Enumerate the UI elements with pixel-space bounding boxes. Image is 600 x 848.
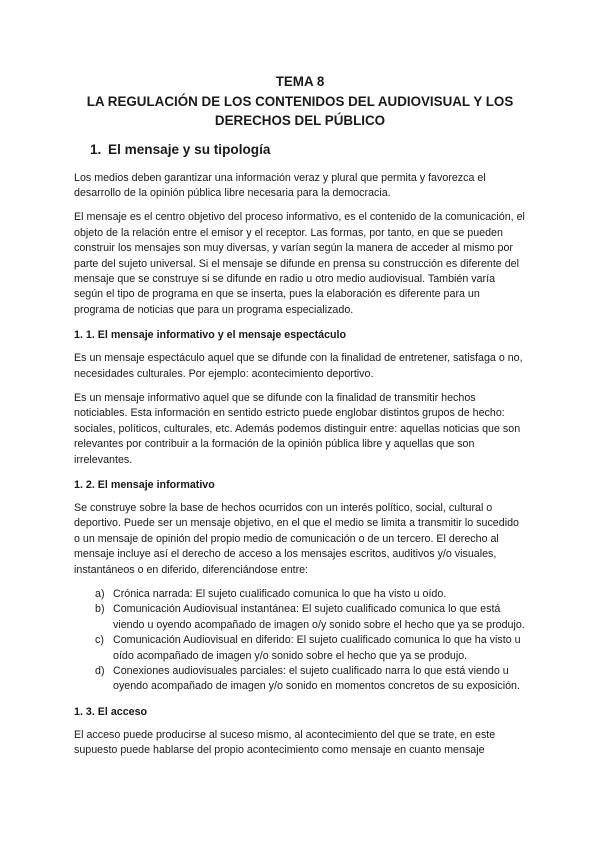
message-type-list xyxy=(74,587,526,695)
section-1-paragraph-1: Los medios deben garantizar una información veraz y plural que permita y favorezca el desarrollo de la opinión pública libre necesaria para la democracia. xyxy=(74,171,486,199)
title-line-3: DERECHOS DEL PÚBLICO xyxy=(214,113,386,128)
list-item-text: Comunicación Audiovisual instantánea: El sujeto cualificado comunica lo que está viendo u oyendo acompañado de imagen o/y sonido sobre el hecho que ya se produjo. xyxy=(113,603,525,631)
section-1-1-paragraph-2: Es un mensaje informativo aquel que se difunde con la finalidad de transmitir hechos noticiables. Esta información en sentido estricto puede englobar distintos grupos de hecho: sociales, políticos, culturales, etc. Además podemos distinguir entre: aquellas noticias que son relevantes por contribuir a la formación de la opinión pública libre y aquellas que son irrelevantes. xyxy=(74,391,521,466)
section-1-1-heading: 1. 1. El mensaje informativo y el mensaje espectáculo xyxy=(74,329,347,342)
list-item-text: Comunicación Audiovisual en diferido: El sujeto cualificado comunica lo que ha visto u oído acompañado de imagen y/o sonido sobre el hecho que ya se produjo. xyxy=(113,634,521,662)
list-item-text: Conexiones audiovisuales parciales: el sujeto cualificado narra lo que está viendo u oyendo acompañado de imagen y/o sonido en momentos concretos de su exposición. xyxy=(113,665,520,693)
list-item xyxy=(95,587,526,602)
title-line-2: LA REGULACIÓN DE LOS CONTENIDOS DEL AUDIOVISUAL Y LOS xyxy=(86,93,514,109)
list-item xyxy=(95,602,526,633)
section-1-paragraph-2: El mensaje es el centro objetivo del proceso informativo, es el contenido de la comunicación, el objeto de la relación entre el emisor y el receptor. Las formas, por tanto, en que se pueden construir los mensajes son muy diversas, y varían según la manera de acceder al mismo por parte del sujeto universal. Si el mensaje se difunde en prensa su construcción es diferente del mensaje que se construye si se difunde en radio u otro medio audiovisual. También varía según el tipo de programa en que se inserta, pues la elaboración es diferente para un programa de noticias que para un programa especializado. xyxy=(74,211,525,316)
section-1-title: El mensaje y su tipología xyxy=(108,141,271,157)
list-item-marker: a) xyxy=(95,588,105,601)
section-1-2-paragraph-1: Se construye sobre la base de hechos ocurridos con un interés político, social, cultural o deportivo. Puede ser un mensaje objetivo, en el que el medio se limita a transmitir lo sucedido o un mensaje de opinión del propio medio de comunicación o de un tercero. El derecho al mensaje incluye así el derecho de acceso a los mensajes escritos, auditivos y/o visuales, instantáneos o en diferido, diferenciándose entre: xyxy=(74,502,519,576)
list-item xyxy=(95,664,526,695)
list-item-marker: d) xyxy=(95,665,105,678)
section-1-heading xyxy=(74,142,526,157)
section-1-2-heading: 1. 2. El mensaje informativo xyxy=(74,479,215,491)
list-item-marker: c) xyxy=(95,634,104,647)
section-1-3-heading: 1. 3. El acceso xyxy=(74,705,148,718)
section-1-number: 1. xyxy=(90,141,102,157)
list-item-text: Crónica narrada: El sujeto cualificado comunica lo que ha visto u oído. xyxy=(113,588,447,601)
title-line-1: TEMA 8 xyxy=(275,74,325,89)
list-item xyxy=(95,633,526,664)
section-1-1-paragraph-1: Es un mensaje espectáculo aquel que se difunde con la finalidad de entretener, satisfaga o no, necesidades culturales. Por ejemplo: acontecimiento deportivo. xyxy=(74,352,523,380)
document-title xyxy=(74,0,526,131)
section-1-3-paragraph-1: El acceso puede producirse al suceso mismo, al acontecimiento del que se trate, en este supuesto puede hablarse del propio acontecimiento como mensaje en cuanto mensaje xyxy=(74,728,496,757)
list-item-marker: b) xyxy=(95,603,105,616)
